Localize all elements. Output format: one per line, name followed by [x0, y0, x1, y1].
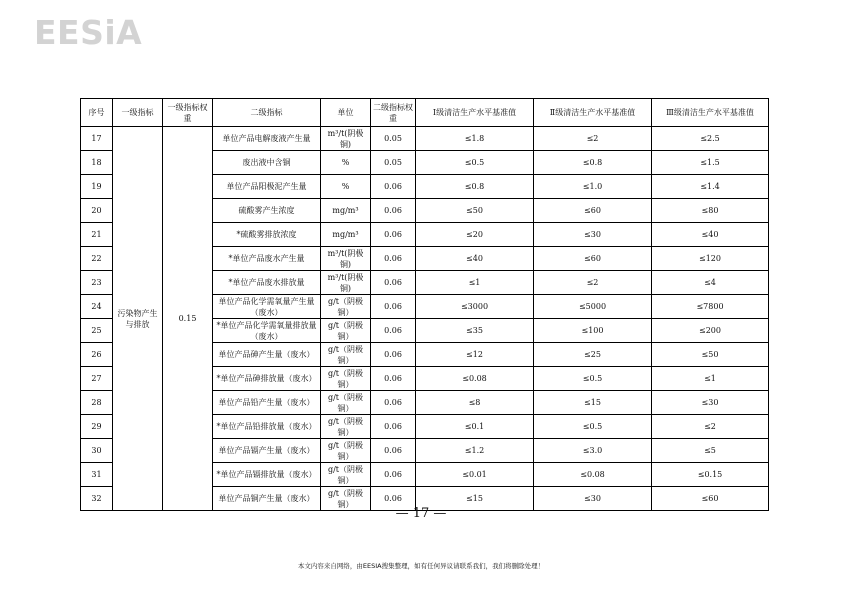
unit-cell: g/t（阴极铜） — [321, 487, 371, 511]
level3-value-cell: ≤60 — [652, 487, 769, 511]
level2-value-cell: ≤3.0 — [534, 439, 652, 463]
table-row — [81, 127, 769, 151]
header-cell: 二级指标 — [213, 99, 321, 127]
header-cell: 一级指标 — [113, 99, 163, 127]
level2-value-cell: ≤0.5 — [534, 367, 652, 391]
level3-value-cell: ≤7800 — [652, 295, 769, 319]
row-number-cell: 19 — [81, 175, 113, 199]
secondary-weight-cell: 0.06 — [371, 271, 416, 295]
secondary-indicator-cell: 单位产品镉产生量（废水） — [213, 439, 321, 463]
table-header-row — [81, 99, 769, 127]
secondary-weight-cell: 0.06 — [371, 199, 416, 223]
unit-cell: m³/t(阴极铜) — [321, 247, 371, 271]
level1-value-cell: ≤15 — [416, 487, 534, 511]
header-cell: Ⅲ级清洁生产水平基准值 — [652, 99, 769, 127]
secondary-weight-cell: 0.06 — [371, 487, 416, 511]
row-number-cell: 27 — [81, 367, 113, 391]
level3-value-cell: ≤0.15 — [652, 463, 769, 487]
row-number-cell: 22 — [81, 247, 113, 271]
primary-indicator-cell: 污染物产生与排放 — [113, 127, 163, 511]
eesia-logo: EESiA — [34, 13, 143, 52]
unit-cell: g/t（阴极铜） — [321, 343, 371, 367]
secondary-weight-cell: 0.06 — [371, 223, 416, 247]
secondary-weight-cell: 0.05 — [371, 151, 416, 175]
level3-value-cell: ≤1.4 — [652, 175, 769, 199]
level3-value-cell: ≤1 — [652, 367, 769, 391]
level1-value-cell: ≤0.01 — [416, 463, 534, 487]
header-cell: 二级指标权重 — [371, 99, 416, 127]
secondary-indicator-cell: 单位产品砷产生量（废水） — [213, 343, 321, 367]
footer-note: 本文内容来自网络，由EESIA搜集整理，如有任何异议请联系我们，我们将删除处理！ — [297, 562, 545, 570]
row-number-cell: 25 — [81, 319, 113, 343]
level2-value-cell: ≤60 — [534, 247, 652, 271]
level1-value-cell: ≤1.2 — [416, 439, 534, 463]
level1-value-cell: ≤0.5 — [416, 151, 534, 175]
level2-value-cell: ≤2 — [534, 271, 652, 295]
primary-weight-cell: 0.15 — [163, 127, 213, 511]
level2-value-cell: ≤5000 — [534, 295, 652, 319]
secondary-weight-cell: 0.06 — [371, 295, 416, 319]
secondary-weight-cell: 0.06 — [371, 391, 416, 415]
table-body — [81, 127, 769, 511]
secondary-weight-cell: 0.06 — [371, 415, 416, 439]
header-cell: 单位 — [321, 99, 371, 127]
row-number-cell: 29 — [81, 415, 113, 439]
level1-value-cell: ≤8 — [416, 391, 534, 415]
secondary-indicator-cell: 单位产品化学需氧量产生量（废水） — [213, 295, 321, 319]
secondary-indicator-cell: 单位产品阳极泥产生量 — [213, 175, 321, 199]
level1-value-cell: ≤3000 — [416, 295, 534, 319]
header-cell: Ⅱ级清洁生产水平基准值 — [534, 99, 652, 127]
row-number-cell: 31 — [81, 463, 113, 487]
unit-cell: % — [321, 175, 371, 199]
level1-value-cell: ≤1.8 — [416, 127, 534, 151]
level3-value-cell: ≤200 — [652, 319, 769, 343]
level2-value-cell: ≤0.5 — [534, 415, 652, 439]
secondary-weight-cell: 0.06 — [371, 367, 416, 391]
level1-value-cell: ≤20 — [416, 223, 534, 247]
unit-cell: g/t（阴极铜） — [321, 463, 371, 487]
secondary-indicator-cell: *单位产品砷排放量（废水） — [213, 367, 321, 391]
level3-value-cell: ≤1.5 — [652, 151, 769, 175]
header-cell: 一级指标权重 — [163, 99, 213, 127]
level3-value-cell: ≤40 — [652, 223, 769, 247]
secondary-weight-cell: 0.06 — [371, 175, 416, 199]
row-number-cell: 20 — [81, 199, 113, 223]
secondary-weight-cell: 0.06 — [371, 343, 416, 367]
level3-value-cell: ≤4 — [652, 271, 769, 295]
unit-cell: g/t（阴极铜） — [321, 295, 371, 319]
level2-value-cell: ≤0.8 — [534, 151, 652, 175]
row-number-cell: 30 — [81, 439, 113, 463]
secondary-indicator-cell: *单位产品铅排放量（废水） — [213, 415, 321, 439]
unit-cell: g/t（阴极铜） — [321, 319, 371, 343]
unit-cell: mg/m³ — [321, 223, 371, 247]
level1-value-cell: ≤1 — [416, 271, 534, 295]
secondary-indicator-cell: 废出液中含铜 — [213, 151, 321, 175]
level3-value-cell: ≤2.5 — [652, 127, 769, 151]
level2-value-cell: ≤2 — [534, 127, 652, 151]
secondary-indicator-cell: *单位产品化学需氧量排放量（废水） — [213, 319, 321, 343]
level1-value-cell: ≤40 — [416, 247, 534, 271]
level3-value-cell: ≤80 — [652, 199, 769, 223]
header-cell: Ⅰ级清洁生产水平基准值 — [416, 99, 534, 127]
secondary-weight-cell: 0.06 — [371, 463, 416, 487]
secondary-weight-cell: 0.06 — [371, 439, 416, 463]
level2-value-cell: ≤25 — [534, 343, 652, 367]
level1-value-cell: ≤50 — [416, 199, 534, 223]
level3-value-cell: ≤50 — [652, 343, 769, 367]
header-cell: 序号 — [81, 99, 113, 127]
secondary-indicator-cell: *单位产品镉排放量（废水） — [213, 463, 321, 487]
unit-cell: m³/t(阴极铜) — [321, 127, 371, 151]
secondary-indicator-cell: 单位产品铜产生量（废水） — [213, 487, 321, 511]
row-number-cell: 17 — [81, 127, 113, 151]
level2-value-cell: ≤15 — [534, 391, 652, 415]
level2-value-cell: ≤0.08 — [534, 463, 652, 487]
level3-value-cell: ≤30 — [652, 391, 769, 415]
secondary-indicator-cell: 单位产品电解废液产生量 — [213, 127, 321, 151]
secondary-indicator-cell: 单位产品铅产生量（废水） — [213, 391, 321, 415]
level3-value-cell: ≤120 — [652, 247, 769, 271]
level3-value-cell: ≤2 — [652, 415, 769, 439]
page-number: — 17 — — [395, 506, 447, 521]
level1-value-cell: ≤0.08 — [416, 367, 534, 391]
unit-cell: m³/t(阴极铜) — [321, 271, 371, 295]
unit-cell: g/t（阴极铜） — [321, 415, 371, 439]
level2-value-cell: ≤30 — [534, 487, 652, 511]
unit-cell: g/t（阴极铜） — [321, 391, 371, 415]
secondary-indicator-cell: *硫酸雾排放浓度 — [213, 223, 321, 247]
secondary-indicator-cell: 硫酸雾产生浓度 — [213, 199, 321, 223]
unit-cell: % — [321, 151, 371, 175]
level2-value-cell: ≤100 — [534, 319, 652, 343]
secondary-indicator-cell: *单位产品废水产生量 — [213, 247, 321, 271]
level3-value-cell: ≤5 — [652, 439, 769, 463]
row-number-cell: 28 — [81, 391, 113, 415]
secondary-indicator-cell: *单位产品废水排放量 — [213, 271, 321, 295]
level1-value-cell: ≤0.1 — [416, 415, 534, 439]
row-number-cell: 24 — [81, 295, 113, 319]
level1-value-cell: ≤0.8 — [416, 175, 534, 199]
secondary-weight-cell: 0.06 — [371, 319, 416, 343]
row-number-cell: 18 — [81, 151, 113, 175]
secondary-weight-cell: 0.05 — [371, 127, 416, 151]
level2-value-cell: ≤60 — [534, 199, 652, 223]
level2-value-cell: ≤1.0 — [534, 175, 652, 199]
standards-table — [80, 98, 769, 511]
row-number-cell: 21 — [81, 223, 113, 247]
row-number-cell: 26 — [81, 343, 113, 367]
level1-value-cell: ≤35 — [416, 319, 534, 343]
row-number-cell: 23 — [81, 271, 113, 295]
unit-cell: g/t（阴极铜） — [321, 439, 371, 463]
level1-value-cell: ≤12 — [416, 343, 534, 367]
secondary-weight-cell: 0.06 — [371, 247, 416, 271]
level2-value-cell: ≤30 — [534, 223, 652, 247]
unit-cell: g/t（阴极铜） — [321, 367, 371, 391]
row-number-cell: 32 — [81, 487, 113, 511]
unit-cell: mg/m³ — [321, 199, 371, 223]
